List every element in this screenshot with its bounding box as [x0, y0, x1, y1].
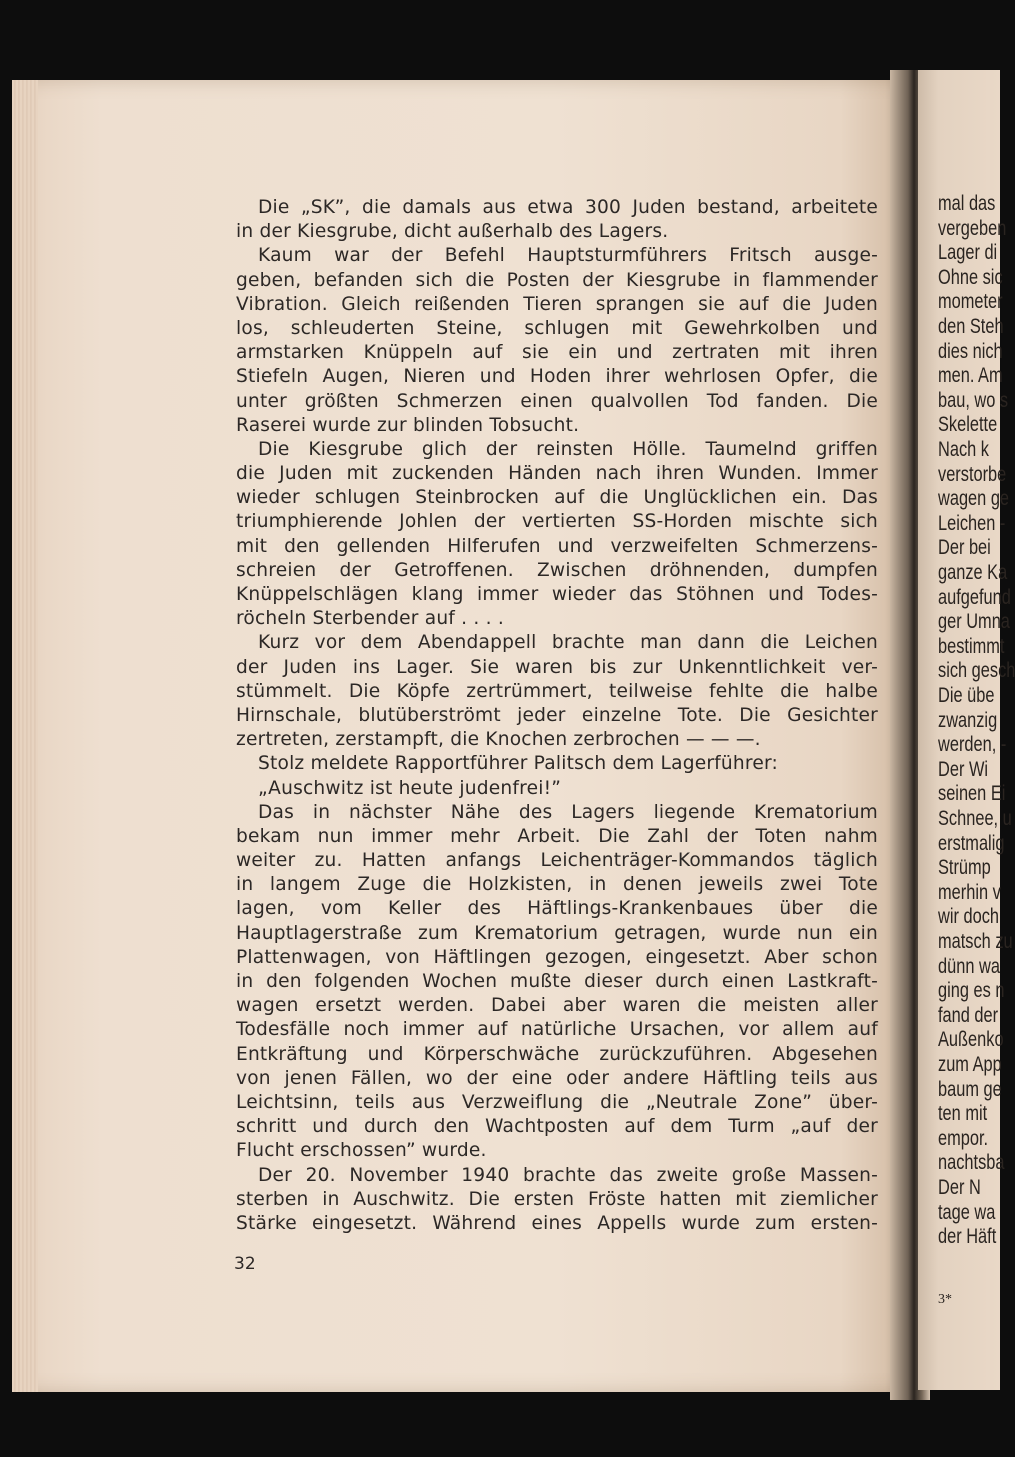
- text-line: wagen ersetzt werden. Dabei aber waren die meisten aller: [236, 995, 878, 1017]
- text-line: Raserei wurde zur blinden Tobsucht.: [236, 414, 580, 436]
- page-edges: [12, 80, 38, 1392]
- facing-page-line: ten mit: [938, 1102, 988, 1126]
- text-line: Das in nächster Nähe des Lagers liegende Krematorium: [258, 801, 878, 823]
- text-line: Hirnschale, blutüberströmt jeder einzelne Tote. Die Gesichter: [236, 704, 878, 726]
- facing-page-line: tage wa: [938, 1200, 996, 1224]
- text-line: Todesfälle noch immer auf natürliche Ursachen, vor allem auf: [236, 1019, 878, 1041]
- text-line: mit den gellenden Hilferufen und verzweifelten Schmerzens-: [236, 535, 878, 557]
- facing-page-line: der Häft: [938, 1225, 997, 1249]
- text-line: in den folgenden Wochen mußte dieser durch einen Lastkraft-: [236, 971, 878, 992]
- text-line: Hauptlagerstraße zum Krematorium getragen, wurde nun ein: [236, 922, 878, 944]
- facing-page-line: mometer: [938, 290, 1003, 314]
- text-line: Stolz meldete Rapportführer Palitsch dem Lagerführer:: [258, 753, 778, 775]
- text-line: „Auschwitz ist heute judenfrei!”: [258, 777, 562, 799]
- text-line: Leichtsinn, teils aus Verzweiflung die „Neutrale Zone” über-: [236, 1091, 878, 1113]
- facing-page-line: aufgefund: [938, 585, 1011, 609]
- facing-page-mark: 3*: [938, 1292, 952, 1307]
- facing-page-line: bestimmt: [938, 634, 1005, 658]
- facing-page-line: nachtsba: [938, 1151, 1005, 1175]
- text-line: Plattenwagen, von Häftlingen gezogen, eingesetzt. Aber schon: [236, 946, 878, 968]
- text-line: in der Kiesgrube, dicht außerhalb des Lagers.: [236, 221, 669, 243]
- facing-page-line: erstmalig: [938, 831, 1005, 855]
- page-text: [236, 196, 878, 1236]
- facing-page-line: Der bei: [938, 536, 991, 560]
- text-line: los, schleuderten Steine, schlugen mit Gewehrkolben und: [236, 317, 878, 339]
- facing-page-line: verstorbe: [938, 462, 1007, 486]
- facing-page-line: dies nich: [938, 339, 1003, 363]
- facing-page-line: Der N: [938, 1176, 981, 1199]
- facing-page-line: Nach k: [938, 438, 989, 461]
- facing-page-line: Leichen -: [938, 511, 1006, 535]
- facing-page-line: seinen Ei: [938, 782, 1006, 806]
- facing-page-line: men. Am: [938, 364, 1003, 388]
- facing-page-line: wagen ge: [938, 487, 1010, 511]
- text-line: Stiefeln Augen, Nieren und Hoden ihrer wehrlosen Opfer, die: [236, 366, 878, 388]
- text-line: zertreten, zerstampft, die Knochen zerbrochen — — —.: [236, 729, 761, 751]
- text-line: die Juden mit zuckenden Händen nach ihren Wunden. Immer: [236, 463, 878, 485]
- text-line: Knüppelschlägen klang immer wieder das Stöhnen und Todes-: [236, 584, 878, 605]
- text-line: geben, befanden sich die Posten der Kiesgrube in flammender: [236, 269, 878, 291]
- facing-page-line: Außenko: [938, 1028, 1004, 1052]
- facing-page-line: ging es n: [938, 979, 1005, 1003]
- text-line: lagen, vom Keller des Häftlings-Krankenbaues über die: [236, 898, 878, 920]
- facing-page-line: den Steh: [938, 315, 1004, 338]
- facing-page-line: Schnee, u: [938, 807, 1012, 830]
- facing-page-line: Ohne sic: [938, 265, 1003, 289]
- text-line: Die „SK”, die damals aus etwa 300 Juden bestand, arbeitete: [258, 197, 878, 218]
- text-line: Kurz vor dem Abendappell brachte man dann die Leichen: [258, 632, 878, 654]
- text-line: wieder schlugen Steinbrocken auf die Unglücklichen ein. Das: [236, 487, 878, 509]
- facing-page-line: wir doch: [938, 905, 999, 929]
- text-line: schreien der Getroffenen. Zwischen dröhnenden, dumpfen: [236, 559, 878, 581]
- text-line: Stärke eingesetzt. Während eines Appells wurde zum ersten-: [236, 1212, 878, 1234]
- text-line: sterben in Auschwitz. Die ersten Fröste hatten mit ziemlicher: [236, 1188, 878, 1210]
- text-line: Die Kiesgrube glich der reinsten Hölle. Taumelnd griffen: [258, 438, 878, 460]
- facing-page-line: empor.: [938, 1126, 989, 1150]
- text-line: Vibration. Gleich reißenden Tieren sprangen sie auf die Juden: [236, 293, 878, 315]
- facing-page-line: vergeben: [938, 216, 1007, 240]
- page-number: 32: [234, 1254, 256, 1274]
- facing-page-line: Skelette: [938, 413, 998, 437]
- facing-page-line: ger Umna: [938, 610, 1010, 634]
- facing-page: [918, 70, 1015, 1390]
- facing-page-line: fand der: [938, 1003, 999, 1027]
- facing-page-line: dünn wa: [938, 954, 1000, 978]
- text-line: Entkräftung und Körperschwäche zurückzuführen. Abgesehen: [236, 1043, 878, 1065]
- facing-page-line: merhin v: [938, 880, 1001, 904]
- facing-page-line: Die übe: [938, 684, 995, 707]
- facing-page-line: Der Wi: [938, 757, 989, 781]
- facing-page-line: zwanzig: [938, 708, 998, 732]
- text-line: von jenen Fällen, wo der eine oder andere Häftling teils aus: [236, 1067, 878, 1089]
- text-line: schritt und durch den Wachtposten auf dem Turm „auf der: [236, 1116, 878, 1138]
- facing-page-line: bau, wo s: [938, 388, 1009, 412]
- facing-page-line: ganze Ka: [938, 561, 1008, 584]
- text-line: stümmelt. Die Köpfe zertrümmert, teilweise fehlte die halbe: [236, 680, 878, 702]
- text-line: der Juden ins Lager. Sie waren bis zur Unkenntlichkeit ver-: [236, 656, 878, 678]
- facing-page-line: zum App: [938, 1053, 1002, 1076]
- text-line: Flucht erschossen” wurde.: [236, 1140, 487, 1162]
- text-line: triumphierende Johlen der vertierten SS-Horden mischte sich: [236, 511, 878, 533]
- facing-page-line: sich gesch: [938, 659, 1015, 683]
- facing-page-line: baum ge: [938, 1077, 1002, 1101]
- facing-page-line: Lager di: [938, 241, 998, 265]
- text-line: Kaum war der Befehl Hauptsturmführers Fritsch ausge-: [258, 245, 878, 267]
- facing-page-line: matsch zu: [938, 930, 1013, 953]
- text-line: röcheln Sterbender auf . . . .: [236, 608, 504, 630]
- text-line: Der 20. November 1940 brachte das zweite große Massen-: [258, 1164, 878, 1186]
- facing-page-line: Strümp: [938, 856, 991, 880]
- text-line: unter größten Schmerzen einen qualvollen Tod fanden. Die: [236, 390, 878, 412]
- text-line: bekam nun immer mehr Arbeit. Die Zahl der Toten nahm: [236, 825, 878, 847]
- facing-page-line: werden, -: [938, 733, 1007, 757]
- text-line: armstarken Knüppeln auf sie ein und zertraten mit ihren: [236, 342, 878, 364]
- facing-page-line: mal das: [938, 192, 996, 215]
- text-line: weiter zu. Hatten anfangs Leichenträger-Kommandos täglich: [236, 850, 878, 872]
- text-line: in langem Zuge die Holzkisten, in denen jeweils zwei Tote: [236, 874, 878, 896]
